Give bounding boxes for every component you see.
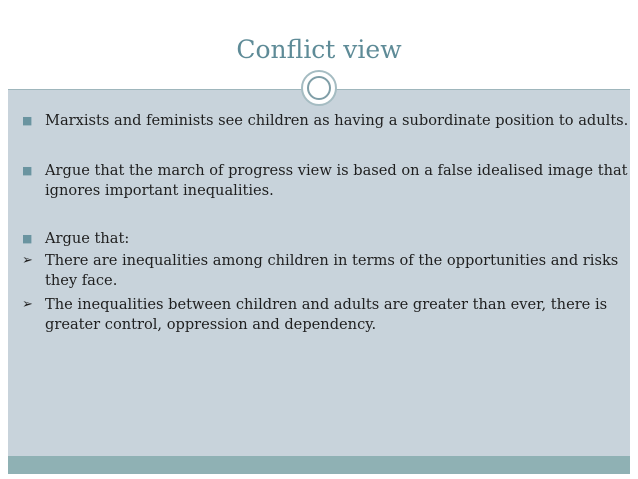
bottom-strip (0, 474, 638, 479)
circle-ornament-icon (301, 70, 337, 106)
square-bullet-icon: ■ (22, 232, 33, 245)
bullet-text: Argue that the march of progress view is based on a false idealised image that ignores important inequalities. (45, 162, 628, 199)
slide-frame-right (630, 0, 638, 479)
bullet-text: There are inequalities among children in terms of the opportunities and risks they face. (45, 252, 619, 289)
footer-band (8, 456, 630, 474)
slide-title: Conflict view (236, 35, 402, 64)
square-bullet-icon: ■ (22, 164, 33, 177)
inner-circle-icon (307, 76, 331, 100)
bullet-text: The inequalities between children and adults are greater than ever, there is greater control, oppression and dependency. (45, 296, 608, 333)
content-area (8, 90, 630, 456)
slide-frame-left (0, 0, 8, 479)
square-bullet-icon: ■ (22, 114, 33, 127)
arrow-bullet-icon: ➢ (22, 253, 33, 268)
bullet-text: Argue that: (45, 230, 130, 247)
bullet-text: Marxists and feminists see children as having a subordinate position to adults. (45, 112, 629, 129)
arrow-bullet-icon: ➢ (22, 297, 33, 312)
